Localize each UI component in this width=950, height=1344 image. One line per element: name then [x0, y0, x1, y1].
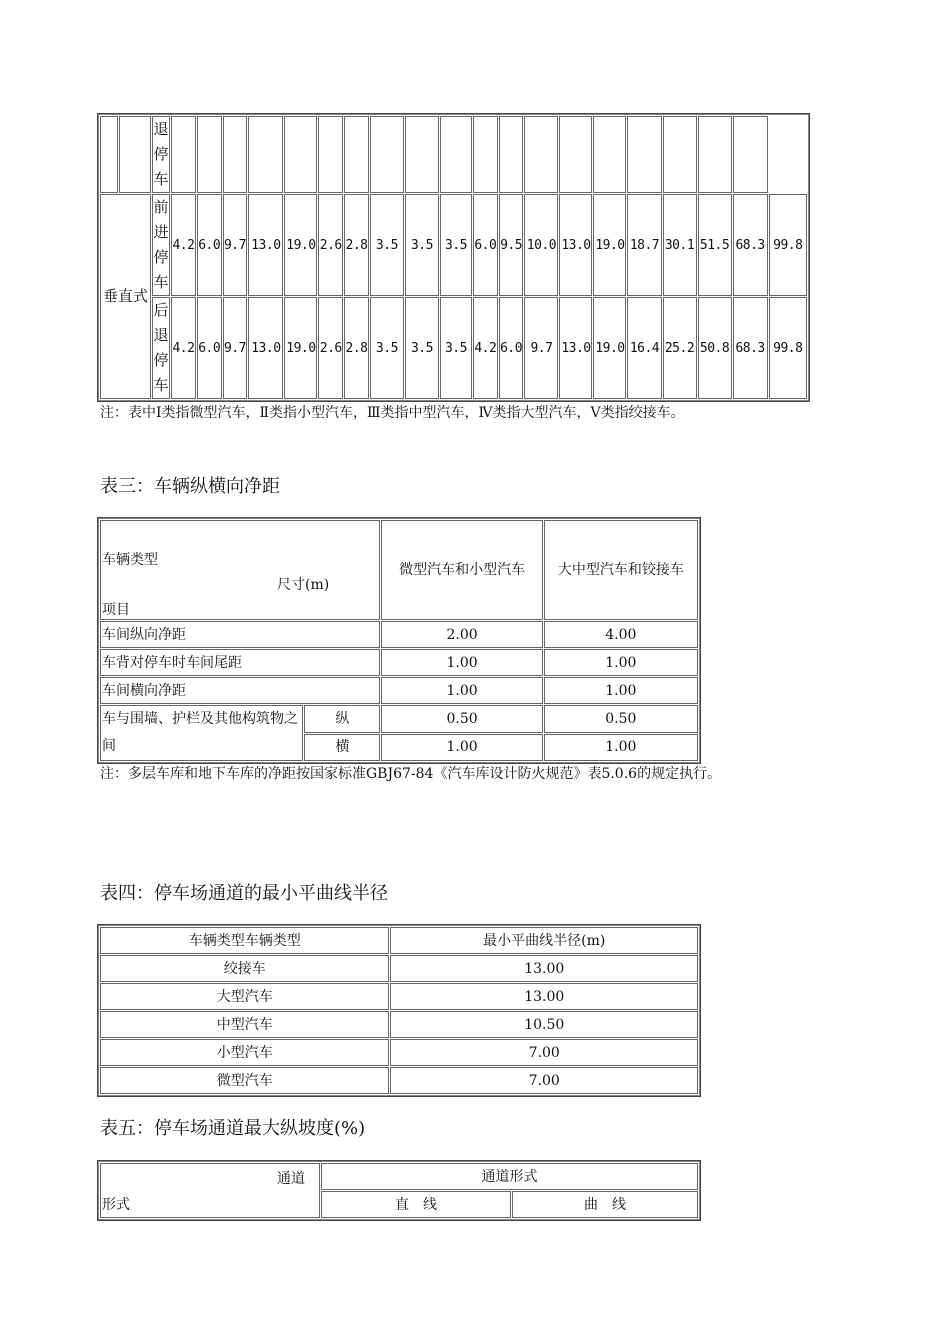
- column-header: 微型汽车和小型汽车: [381, 520, 542, 620]
- table-cell: 4.00: [544, 621, 698, 648]
- curve-radius-table: [98, 925, 700, 1096]
- table-row: [100, 1067, 698, 1094]
- table-cell: 18.7: [627, 194, 661, 296]
- table-cell: 2.6: [318, 297, 343, 399]
- table-row: [100, 649, 698, 676]
- table-cell: [223, 116, 248, 193]
- table-row: [100, 983, 698, 1010]
- table-cell: 13.0: [248, 194, 283, 296]
- table-row: [100, 1039, 698, 1066]
- table-cell: 小型汽车: [100, 1039, 389, 1066]
- sub-row-label: 横: [304, 734, 380, 762]
- table-cell: 大型汽车: [100, 983, 389, 1010]
- column-header: 大中型汽车和铰接车: [544, 520, 698, 620]
- table-cell: 99.8: [769, 297, 807, 399]
- table-cell: 0.50: [544, 705, 698, 733]
- column-group-header: 通道形式: [321, 1163, 698, 1190]
- table-row: [100, 705, 698, 733]
- table-cell: 19.0: [593, 297, 626, 399]
- table-cell: [318, 116, 343, 193]
- table-cell: [733, 116, 768, 193]
- vehicle-spacing-table: [98, 518, 700, 763]
- table-row: [100, 194, 807, 296]
- table-row: [100, 116, 807, 193]
- table-cell: 19.0: [284, 297, 317, 399]
- table-cell: 7.00: [390, 1039, 698, 1066]
- table-cell: [663, 116, 697, 193]
- table-cell: 68.3: [733, 194, 768, 296]
- column-header: 曲 线: [512, 1191, 698, 1218]
- table-cell: 13.0: [559, 194, 592, 296]
- table-cell: 9.5: [499, 194, 524, 296]
- table-cell: 0.50: [381, 705, 542, 733]
- table-cell: [559, 116, 592, 193]
- table-row: [100, 520, 698, 620]
- diagonal-header-cell: [100, 1163, 320, 1218]
- table-cell: [524, 116, 558, 193]
- table-cell: 3.5: [405, 194, 439, 296]
- parking-mode-label: 后退停车: [152, 297, 171, 399]
- header-vehicle-type: 车辆类型: [102, 552, 158, 568]
- table-row: [100, 1011, 698, 1038]
- table-cell: 99.8: [769, 194, 807, 296]
- table-cell: 13.00: [390, 955, 698, 982]
- table-cell: 1.00: [544, 649, 698, 676]
- table-row: [100, 621, 698, 648]
- table-cell: 4.2: [473, 297, 498, 399]
- column-header: 直 线: [321, 1191, 511, 1218]
- table-cell: [499, 116, 524, 193]
- table-cell: 1.00: [381, 734, 542, 762]
- sub-row-label: 纵: [304, 705, 380, 733]
- table-cell: 10.50: [390, 1011, 698, 1038]
- table-cell: [627, 116, 661, 193]
- table-cell: [197, 116, 222, 193]
- table-cell: [284, 116, 317, 193]
- parking-mode-label: 前进停车: [152, 194, 171, 296]
- table-note: 注：表中Ⅰ类指微型汽车，Ⅱ类指小型汽车，Ⅲ类指中型汽车，Ⅳ类指大型汽车，Ⅴ类指绞接车。: [100, 405, 685, 421]
- table-row: [100, 927, 698, 954]
- table-cell: 10.0: [524, 194, 558, 296]
- table-cell: 6.0: [499, 297, 524, 399]
- table-heading: 表三：车辆纵横向净距: [100, 476, 280, 497]
- table-cell: 6.0: [197, 194, 222, 296]
- table-cell: [370, 116, 404, 193]
- table-cell: 7.00: [390, 1067, 698, 1094]
- table-cell: 3.5: [370, 297, 404, 399]
- table-cell: [473, 116, 498, 193]
- table-cell: 50.8: [698, 297, 732, 399]
- table-cell: 68.3: [733, 297, 768, 399]
- diagonal-header-cell: [100, 520, 380, 620]
- header-channel: 通道: [277, 1171, 305, 1187]
- table-cell: [593, 116, 626, 193]
- table-cell: 6.0: [473, 194, 498, 296]
- table-cell: 6.0: [197, 297, 222, 399]
- table-heading: 表四：停车场通道的最小平曲线半径: [100, 883, 388, 904]
- table-cell: [440, 116, 472, 193]
- table-cell: 2.6: [318, 194, 343, 296]
- table-cell: 51.5: [698, 194, 732, 296]
- table-cell: 3.5: [370, 194, 404, 296]
- table-row: [100, 677, 698, 704]
- table-cell: 中型汽车: [100, 1011, 389, 1038]
- table-cell: 绞接车: [100, 955, 389, 982]
- table-cell: 9.7: [524, 297, 558, 399]
- table-cell: 13.00: [390, 983, 698, 1010]
- table-cell: 4.2: [171, 297, 196, 399]
- table-cell: 30.1: [663, 194, 697, 296]
- header-size-unit: 尺寸(m): [277, 577, 330, 593]
- table-cell: 2.00: [381, 621, 542, 648]
- table-heading: 表五：停车场通道最大纵坡度(%): [100, 1118, 366, 1139]
- header-form: 形式: [102, 1197, 130, 1213]
- table-cell: 13.0: [559, 297, 592, 399]
- table-cell: 1.00: [544, 677, 698, 704]
- table-cell: [119, 116, 151, 193]
- table-cell: 9.7: [223, 297, 248, 399]
- row-group-label: 垂直式: [100, 194, 151, 399]
- table-cell: 微型汽车: [100, 1067, 389, 1094]
- row-label: 车间横向净距: [100, 677, 380, 704]
- table-cell: 25.2: [663, 297, 697, 399]
- table-cell: [100, 116, 118, 193]
- table-cell: [698, 116, 732, 193]
- parking-mode-label: 退停车: [152, 116, 171, 193]
- table-cell: 13.0: [248, 297, 283, 399]
- table-cell: 2.8: [344, 194, 369, 296]
- table-cell: 1.00: [544, 734, 698, 762]
- table-cell: 16.4: [627, 297, 661, 399]
- table-cell: 3.5: [440, 194, 472, 296]
- row-label: 车间纵向净距: [100, 621, 380, 648]
- row-label: 车背对停车时车间尾距: [100, 649, 380, 676]
- table-cell: 4.2: [171, 194, 196, 296]
- table-cell: [171, 116, 196, 193]
- table-cell: 3.5: [405, 297, 439, 399]
- table-cell: 3.5: [440, 297, 472, 399]
- table-row: [100, 297, 807, 399]
- column-header: 车辆类型车辆类型: [100, 927, 389, 954]
- parking-dimension-table: [98, 114, 809, 401]
- header-item: 项目: [102, 602, 130, 618]
- table-note: 注：多层车库和地下车库的净距按国家标准GBJ67-84《汽车库设计防火规范》表5.0.6的规定执行。: [100, 766, 722, 782]
- table-cell: [344, 116, 369, 193]
- table-cell: [248, 116, 283, 193]
- table-cell: 1.00: [381, 649, 542, 676]
- table-row: [100, 955, 698, 982]
- table-cell: [405, 116, 439, 193]
- column-header: 最小平曲线半径(m): [390, 927, 698, 954]
- table-cell: 2.8: [344, 297, 369, 399]
- row-label: 车与围墙、护栏及其他构筑物之间: [100, 705, 303, 761]
- table-cell: 1.00: [381, 677, 542, 704]
- table-cell: 19.0: [284, 194, 317, 296]
- table-row: [100, 1163, 698, 1190]
- max-slope-table: [98, 1161, 700, 1220]
- table-cell: 9.7: [223, 194, 248, 296]
- table-cell: 19.0: [593, 194, 626, 296]
